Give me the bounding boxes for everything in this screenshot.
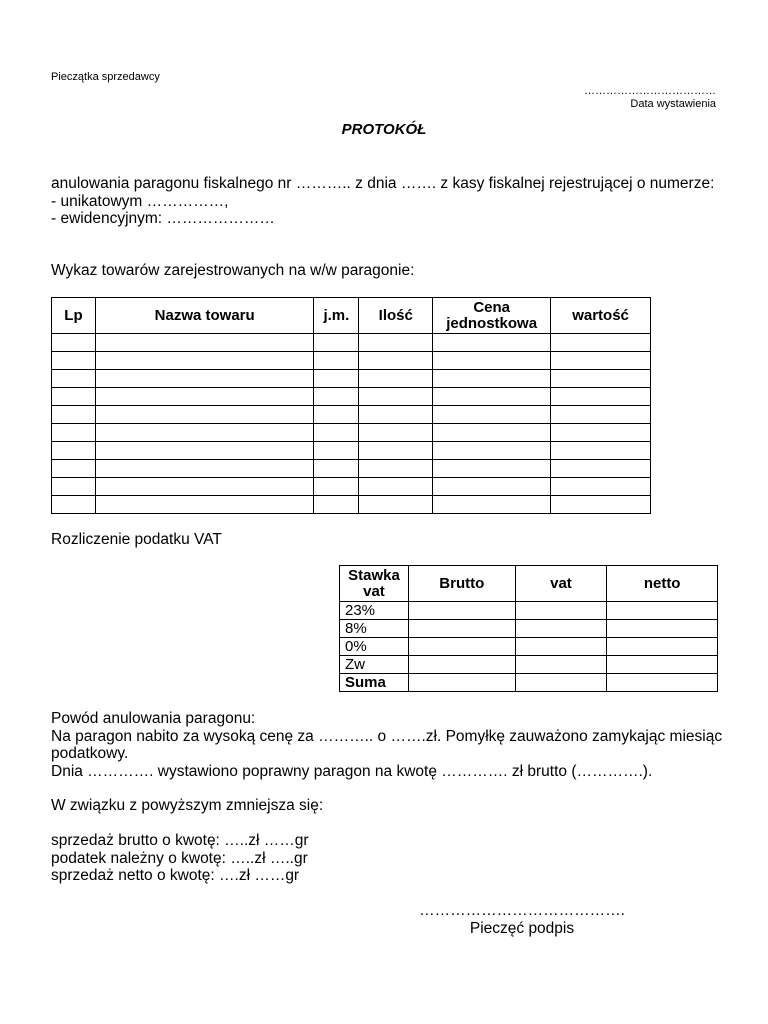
goods-cell[interactable] bbox=[359, 334, 433, 352]
goods-cell[interactable] bbox=[433, 442, 551, 460]
goods-cell[interactable] bbox=[359, 406, 433, 424]
goods-cell[interactable] bbox=[433, 370, 551, 388]
goods-cell[interactable] bbox=[314, 460, 359, 478]
vat-gross-cell[interactable] bbox=[408, 620, 515, 638]
goods-cell[interactable] bbox=[551, 496, 651, 514]
table-row bbox=[340, 638, 718, 656]
vat-sum-label: Suma bbox=[340, 674, 409, 692]
vat-net-cell[interactable] bbox=[607, 674, 718, 692]
vat-net-cell[interactable] bbox=[607, 602, 718, 620]
goods-cell[interactable] bbox=[433, 352, 551, 370]
goods-cell[interactable] bbox=[359, 352, 433, 370]
vat-rate-cell: 0% bbox=[340, 638, 409, 656]
table-row bbox=[52, 406, 651, 424]
intro-line-unique-number: - unikatowym ……………, bbox=[51, 192, 229, 210]
goods-cell[interactable] bbox=[52, 496, 96, 514]
table-row bbox=[52, 424, 651, 442]
goods-cell[interactable] bbox=[314, 388, 359, 406]
signature-line: …………………………………. bbox=[419, 902, 625, 919]
seller-stamp-label: Pieczątka sprzedawcy bbox=[51, 71, 160, 83]
goods-header-unit-price: Cena jednostkowa bbox=[433, 298, 551, 334]
goods-cell[interactable] bbox=[314, 352, 359, 370]
goods-cell[interactable] bbox=[433, 406, 551, 424]
goods-cell[interactable] bbox=[52, 406, 96, 424]
vat-header-net: netto bbox=[607, 566, 718, 602]
table-row bbox=[52, 496, 651, 514]
document-title: PROTOKÓŁ bbox=[341, 121, 427, 138]
vat-net-cell[interactable] bbox=[607, 620, 718, 638]
issue-date-block bbox=[584, 85, 716, 111]
goods-cell[interactable] bbox=[359, 370, 433, 388]
table-row bbox=[52, 442, 651, 460]
vat-header-vat: vat bbox=[515, 566, 607, 602]
goods-cell[interactable] bbox=[551, 352, 651, 370]
goods-cell[interactable] bbox=[95, 352, 313, 370]
table-row bbox=[52, 370, 651, 388]
goods-cell[interactable] bbox=[551, 478, 651, 496]
goods-cell[interactable] bbox=[95, 478, 313, 496]
goods-cell[interactable] bbox=[551, 370, 651, 388]
vat-header-gross: Brutto bbox=[408, 566, 515, 602]
vat-vat-cell[interactable] bbox=[515, 638, 607, 656]
goods-cell[interactable] bbox=[52, 388, 96, 406]
goods-cell[interactable] bbox=[314, 370, 359, 388]
reduction-tax-due: podatek należny o kwotę: …..zł …..gr bbox=[51, 849, 308, 867]
vat-table bbox=[339, 565, 718, 692]
table-row bbox=[52, 460, 651, 478]
vat-net-cell[interactable] bbox=[607, 656, 718, 674]
vat-table-header-row bbox=[340, 566, 718, 602]
vat-vat-cell[interactable] bbox=[515, 602, 607, 620]
reduction-label: W związku z powyższym zmniejsza się: bbox=[51, 797, 324, 814]
table-row bbox=[340, 620, 718, 638]
vat-vat-cell[interactable] bbox=[515, 656, 607, 674]
goods-cell[interactable] bbox=[95, 460, 313, 478]
goods-table bbox=[51, 297, 651, 514]
vat-gross-cell[interactable] bbox=[408, 656, 515, 674]
reason-description: Na paragon nabito za wysoką cenę za ……….. o …….zł. Pomyłkę zauważono zamykając miesiąc podatkowy. bbox=[51, 727, 723, 762]
table-row bbox=[340, 656, 718, 674]
table-row bbox=[52, 478, 651, 496]
table-row bbox=[340, 674, 718, 692]
goods-cell[interactable] bbox=[433, 334, 551, 352]
goods-list-label: Wykaz towarów zarejestrowanych na w/w paragonie: bbox=[51, 262, 415, 279]
table-row bbox=[52, 388, 651, 406]
vat-gross-cell[interactable] bbox=[408, 602, 515, 620]
vat-gross-cell[interactable] bbox=[408, 674, 515, 692]
goods-cell[interactable] bbox=[359, 442, 433, 460]
goods-header-unit: j.m. bbox=[314, 298, 359, 334]
goods-header-name: Nazwa towaru bbox=[95, 298, 313, 334]
goods-cell[interactable] bbox=[551, 406, 651, 424]
goods-cell[interactable] bbox=[433, 496, 551, 514]
goods-cell[interactable] bbox=[359, 478, 433, 496]
vat-rate-cell: 23% bbox=[340, 602, 409, 620]
goods-cell[interactable] bbox=[52, 460, 96, 478]
vat-gross-cell[interactable] bbox=[408, 638, 515, 656]
goods-cell[interactable] bbox=[314, 496, 359, 514]
goods-cell[interactable] bbox=[551, 388, 651, 406]
goods-cell[interactable] bbox=[551, 334, 651, 352]
goods-cell[interactable] bbox=[314, 478, 359, 496]
vat-vat-cell[interactable] bbox=[515, 674, 607, 692]
table-row bbox=[52, 352, 651, 370]
goods-cell[interactable] bbox=[52, 334, 96, 352]
goods-cell[interactable] bbox=[551, 442, 651, 460]
table-row bbox=[340, 602, 718, 620]
intro-paragraph bbox=[51, 175, 731, 228]
goods-cell[interactable] bbox=[433, 460, 551, 478]
goods-cell[interactable] bbox=[95, 424, 313, 442]
cancellation-reason bbox=[51, 710, 731, 780]
goods-cell[interactable] bbox=[95, 496, 313, 514]
reduction-gross-sales: sprzedaż brutto o kwotę: …..zł ……gr bbox=[51, 832, 309, 849]
goods-cell[interactable] bbox=[314, 334, 359, 352]
goods-cell[interactable] bbox=[551, 424, 651, 442]
reduction-amounts bbox=[51, 832, 309, 885]
intro-line-receipt: anulowania paragonu fiskalnego nr ……….. z dnia ……. z kasy fiskalnej rejestrującej o numerze: bbox=[51, 175, 715, 192]
reduction-net-sales: sprzedaż netto o kwotę: ….zł ……gr bbox=[51, 867, 300, 884]
goods-header-lp: Lp bbox=[52, 298, 96, 334]
goods-cell[interactable] bbox=[95, 388, 313, 406]
vat-net-cell[interactable] bbox=[607, 638, 718, 656]
signature-label: Pieczęć podpis bbox=[469, 919, 575, 937]
reason-heading: Powód anulowania paragonu: bbox=[51, 710, 256, 727]
goods-cell[interactable] bbox=[314, 406, 359, 424]
goods-cell[interactable] bbox=[52, 352, 96, 370]
intro-line-registration-number: - ewidencyjnym: ………………… bbox=[51, 210, 275, 227]
goods-cell[interactable] bbox=[433, 424, 551, 442]
goods-cell[interactable] bbox=[359, 496, 433, 514]
issue-date-placeholder: ……………………………… bbox=[584, 85, 716, 97]
goods-cell[interactable] bbox=[95, 370, 313, 388]
goods-cell[interactable] bbox=[551, 460, 651, 478]
goods-cell[interactable] bbox=[52, 442, 96, 460]
vat-rate-cell: 8% bbox=[340, 620, 409, 638]
issue-date-label: Data wystawienia bbox=[630, 98, 716, 110]
goods-cell[interactable] bbox=[95, 442, 313, 460]
vat-settlement-label: Rozliczenie podatku VAT bbox=[51, 531, 222, 548]
goods-cell[interactable] bbox=[433, 388, 551, 406]
goods-header-quantity: Ilość bbox=[359, 298, 433, 334]
goods-cell[interactable] bbox=[314, 442, 359, 460]
table-row bbox=[52, 334, 651, 352]
goods-cell[interactable] bbox=[95, 406, 313, 424]
goods-cell[interactable] bbox=[433, 478, 551, 496]
vat-header-rate: Stawka vat bbox=[340, 566, 409, 602]
goods-table-header-row bbox=[52, 298, 651, 334]
goods-cell[interactable] bbox=[359, 388, 433, 406]
signature-block bbox=[416, 902, 628, 937]
vat-vat-cell[interactable] bbox=[515, 620, 607, 638]
vat-rate-cell: Zw bbox=[340, 656, 409, 674]
goods-cell[interactable] bbox=[52, 370, 96, 388]
goods-cell[interactable] bbox=[314, 424, 359, 442]
goods-cell[interactable] bbox=[52, 424, 96, 442]
goods-cell[interactable] bbox=[95, 334, 313, 352]
goods-cell[interactable] bbox=[359, 424, 433, 442]
goods-cell[interactable] bbox=[52, 478, 96, 496]
reason-correct-receipt: Dnia …………. wystawiono poprawny paragon na kwotę …………. zł brutto (………….). bbox=[51, 762, 653, 780]
goods-cell[interactable] bbox=[359, 460, 433, 478]
goods-header-value: wartość bbox=[551, 298, 651, 334]
